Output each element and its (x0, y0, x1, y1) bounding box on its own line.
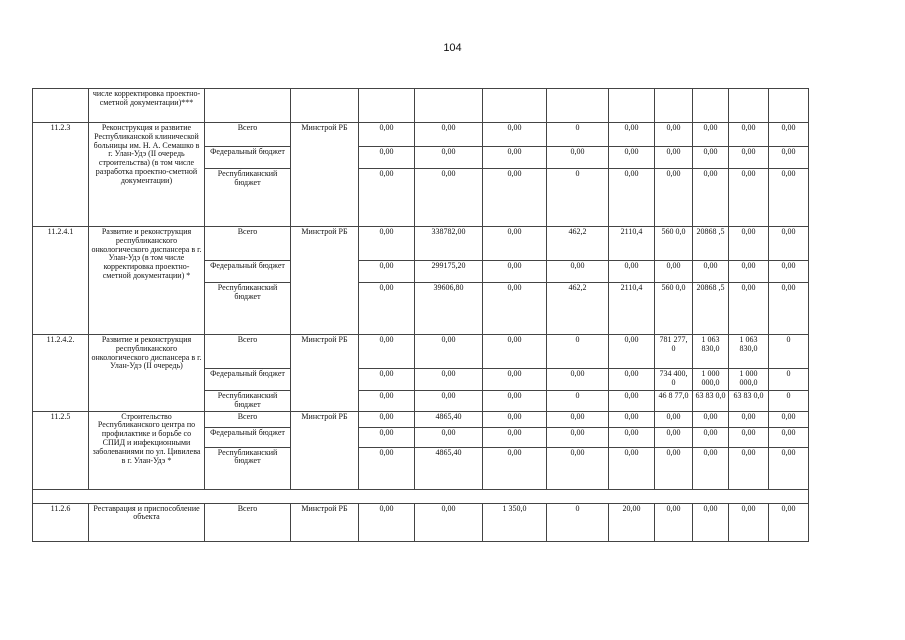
table-cell: 0,00 (693, 169, 729, 227)
table-cell (359, 89, 415, 123)
table-cell: 0,00 (359, 169, 415, 227)
table-cell: 0,00 (609, 427, 655, 447)
table-cell: 0,00 (359, 261, 415, 283)
table-cell: 734 400, 0 (655, 369, 693, 391)
table-row (33, 335, 809, 369)
table-cell: 0,00 (769, 169, 809, 227)
table-cell: 0,00 (483, 123, 547, 147)
table-cell: 0,00 (359, 147, 415, 169)
table-cell: 1 063 830,0 (729, 335, 769, 369)
table-cell: 0,00 (359, 411, 415, 427)
table-cell: 0,00 (769, 427, 809, 447)
table-cell (359, 489, 415, 503)
table-cell: 2110,4 (609, 283, 655, 335)
table-cell: 0,00 (359, 227, 415, 261)
budget-table (32, 88, 809, 542)
table-cell: 0,00 (655, 427, 693, 447)
table-cell: 0,00 (655, 447, 693, 489)
table-cell: 0 (547, 169, 609, 227)
table-cell: 0,00 (483, 447, 547, 489)
table-cell: Всего (205, 335, 291, 369)
table-cell: 0,00 (769, 261, 809, 283)
table-cell: 0,00 (655, 147, 693, 169)
table-cell: 462,2 (547, 227, 609, 261)
table-cell: числе корректировка проектно-сметной документации)*** (89, 89, 205, 123)
table-cell (729, 489, 769, 503)
table-cell: 63 83 0,0 (693, 391, 729, 412)
table-cell: 11.2.3 (33, 123, 89, 227)
table-cell: 0,00 (483, 369, 547, 391)
table-cell: 1 000 000,0 (729, 369, 769, 391)
table-cell: Минстрой РБ (291, 123, 359, 227)
table-cell: 11.2.4.2. (33, 335, 89, 412)
table-cell: 0,00 (483, 411, 547, 427)
table-cell (291, 89, 359, 123)
table-cell: 0,00 (693, 261, 729, 283)
table-cell: 20868 ,5 (693, 283, 729, 335)
page-number: 104 (443, 42, 462, 54)
table-cell: 0,00 (483, 283, 547, 335)
table-cell: 0,00 (729, 123, 769, 147)
table-cell: 0,00 (483, 427, 547, 447)
table-cell (693, 89, 729, 123)
table-cell (693, 489, 729, 503)
table-cell: 0,00 (547, 427, 609, 447)
table-cell (205, 489, 291, 503)
table-cell: Федеральный бюджет (205, 427, 291, 447)
table-cell: 0,00 (609, 147, 655, 169)
table-cell: Федеральный бюджет (205, 261, 291, 283)
table-cell (655, 489, 693, 503)
table-cell: 0,00 (729, 411, 769, 427)
table-cell: Республиканский бюджет (205, 391, 291, 412)
table-cell: 0,00 (415, 335, 483, 369)
table-cell (483, 89, 547, 123)
table-cell (655, 89, 693, 123)
table-cell: 0,00 (609, 411, 655, 427)
table-cell: 0,00 (655, 123, 693, 147)
table-cell (89, 489, 205, 503)
table-cell: 0,00 (769, 147, 809, 169)
table-cell (609, 89, 655, 123)
table-row (33, 123, 809, 147)
table-row (33, 227, 809, 261)
table-cell: 0,00 (483, 147, 547, 169)
table-cell: Минстрой РБ (291, 227, 359, 335)
table-cell: 20,00 (609, 503, 655, 541)
table-cell: 0 (547, 503, 609, 541)
table-cell: Всего (205, 411, 291, 427)
table-cell: 4865,40 (415, 447, 483, 489)
table-cell: 0,00 (693, 123, 729, 147)
table-cell: 0,00 (693, 427, 729, 447)
table-cell: 0,00 (483, 261, 547, 283)
table-cell: 0 (769, 391, 809, 412)
table-cell: 0,00 (729, 283, 769, 335)
table-cell: 0,00 (729, 261, 769, 283)
table-cell: 0,00 (729, 147, 769, 169)
table-cell: 63 83 0,0 (729, 391, 769, 412)
table-cell: 560 0,0 (655, 227, 693, 261)
table-cell (609, 489, 655, 503)
table-cell: 0,00 (483, 391, 547, 412)
table-cell: 0,00 (769, 227, 809, 261)
table-cell: 0,00 (729, 447, 769, 489)
table-body (33, 89, 809, 542)
table-cell (547, 89, 609, 123)
table-cell (291, 489, 359, 503)
table-cell: 1 350,0 (483, 503, 547, 541)
table-cell: 0,00 (729, 169, 769, 227)
table-cell: Реконструкция и развитие Республиканской клинической больницы им. Н. А. Семашко в г. Улан-Удэ (II очередь строительства) (в том числе разработка проектно-сметной документации) (89, 123, 205, 227)
table-cell: 299175,20 (415, 261, 483, 283)
table-cell: 0,00 (769, 411, 809, 427)
table-cell: 0,00 (609, 335, 655, 369)
table-cell: 0,00 (693, 447, 729, 489)
table-cell: Минстрой РБ (291, 411, 359, 489)
table-cell: 0,00 (359, 123, 415, 147)
table-cell: 0,00 (547, 147, 609, 169)
table-cell: Всего (205, 123, 291, 147)
table-cell: 0,00 (359, 335, 415, 369)
table-cell (415, 489, 483, 503)
table-cell: 0 (769, 335, 809, 369)
table-cell: 11.2.5 (33, 411, 89, 489)
table-cell: 0,00 (655, 261, 693, 283)
table-cell: 0,00 (609, 123, 655, 147)
table-cell: 462,2 (547, 283, 609, 335)
table-cell: Федеральный бюджет (205, 369, 291, 391)
table-cell: 0,00 (769, 503, 809, 541)
table-row (33, 89, 809, 123)
table-cell: 0,00 (769, 123, 809, 147)
table-cell (415, 89, 483, 123)
table-cell: 0,00 (415, 147, 483, 169)
table-cell: Республиканский бюджет (205, 169, 291, 227)
table-cell: Всего (205, 227, 291, 261)
table-cell: 0,00 (547, 447, 609, 489)
table-cell: 0,00 (415, 503, 483, 541)
table-cell: 0,00 (547, 261, 609, 283)
table-cell: 0,00 (729, 503, 769, 541)
table-cell: 0,00 (359, 447, 415, 489)
table-cell: 0 (769, 369, 809, 391)
table-cell: 0,00 (415, 123, 483, 147)
table-cell: 0 (547, 123, 609, 147)
table-cell: 0,00 (609, 261, 655, 283)
table-cell: Минстрой РБ (291, 335, 359, 412)
table-cell (33, 89, 89, 123)
table-cell: 0,00 (359, 369, 415, 391)
table-row (33, 503, 809, 541)
table-cell: 0,00 (729, 227, 769, 261)
table-cell: 0,00 (609, 391, 655, 412)
table-cell: Строительство Республиканского центра по профилактике и борьбе со СПИД и инфекционными заболеваниями по ул. Цивилева в г. Улан-Удэ * (89, 411, 205, 489)
table-cell (483, 489, 547, 503)
table-cell: 0,00 (655, 411, 693, 427)
table-cell: 0,00 (483, 227, 547, 261)
table-cell: 0,00 (769, 447, 809, 489)
table-cell: 11.2.4.1 (33, 227, 89, 335)
table-cell (205, 89, 291, 123)
table-cell: Всего (205, 503, 291, 541)
table-cell: 0,00 (609, 447, 655, 489)
table-cell (33, 489, 89, 503)
table-cell: 0,00 (359, 503, 415, 541)
table-cell (547, 489, 609, 503)
table-cell (769, 89, 809, 123)
table-cell: Развитие и реконструкция республиканского онкологического диспансера в г. Улан-Удэ (в том числе корректировка проектно-сметной документации) * (89, 227, 205, 335)
table-cell: 39606,80 (415, 283, 483, 335)
table-cell: 0,00 (655, 169, 693, 227)
table-cell: 0,00 (655, 503, 693, 541)
table-cell: 0,00 (483, 335, 547, 369)
table-cell: 1 000 000,0 (693, 369, 729, 391)
table-cell: 0,00 (547, 411, 609, 427)
table-cell: 0 (547, 335, 609, 369)
table-cell: 0,00 (415, 391, 483, 412)
table-cell: 0 (547, 391, 609, 412)
table-cell: 0,00 (609, 169, 655, 227)
table-cell: 0,00 (729, 427, 769, 447)
table-cell: Минстрой РБ (291, 503, 359, 541)
table-cell: 338782,00 (415, 227, 483, 261)
table-cell (729, 89, 769, 123)
table-cell: Республиканский бюджет (205, 447, 291, 489)
table-cell: 560 0,0 (655, 283, 693, 335)
table-cell (769, 489, 809, 503)
table-cell: 0,00 (693, 503, 729, 541)
table-cell: 4865,40 (415, 411, 483, 427)
table-cell: Федеральный бюджет (205, 147, 291, 169)
table-cell: 0,00 (693, 411, 729, 427)
table-cell: Республиканский бюджет (205, 283, 291, 335)
table-cell: 0,00 (769, 283, 809, 335)
table-cell: 20868 ,5 (693, 227, 729, 261)
table-row (33, 411, 809, 427)
table-cell: 0,00 (693, 147, 729, 169)
table-cell: 46 8 77,0 (655, 391, 693, 412)
table-cell: 781 277, 0 (655, 335, 693, 369)
table-cell: Реставрация и приспособление объекта (89, 503, 205, 541)
table-cell: 1 063 830,0 (693, 335, 729, 369)
table-cell: 0,00 (609, 369, 655, 391)
table-cell: 0,00 (415, 369, 483, 391)
table-cell: 0,00 (359, 391, 415, 412)
table-cell: 0,00 (547, 369, 609, 391)
table-cell: 11.2.6 (33, 503, 89, 541)
table-cell: Развитие и реконструкция республиканского онкологического диспансера в г. Улан-Удэ (II очередь) (89, 335, 205, 412)
table-cell: 0,00 (415, 169, 483, 227)
table-cell: 0,00 (359, 427, 415, 447)
table-cell: 0,00 (483, 169, 547, 227)
table-cell: 0,00 (415, 427, 483, 447)
table-row (33, 489, 809, 503)
table-cell: 2110,4 (609, 227, 655, 261)
table-cell: 0,00 (359, 283, 415, 335)
